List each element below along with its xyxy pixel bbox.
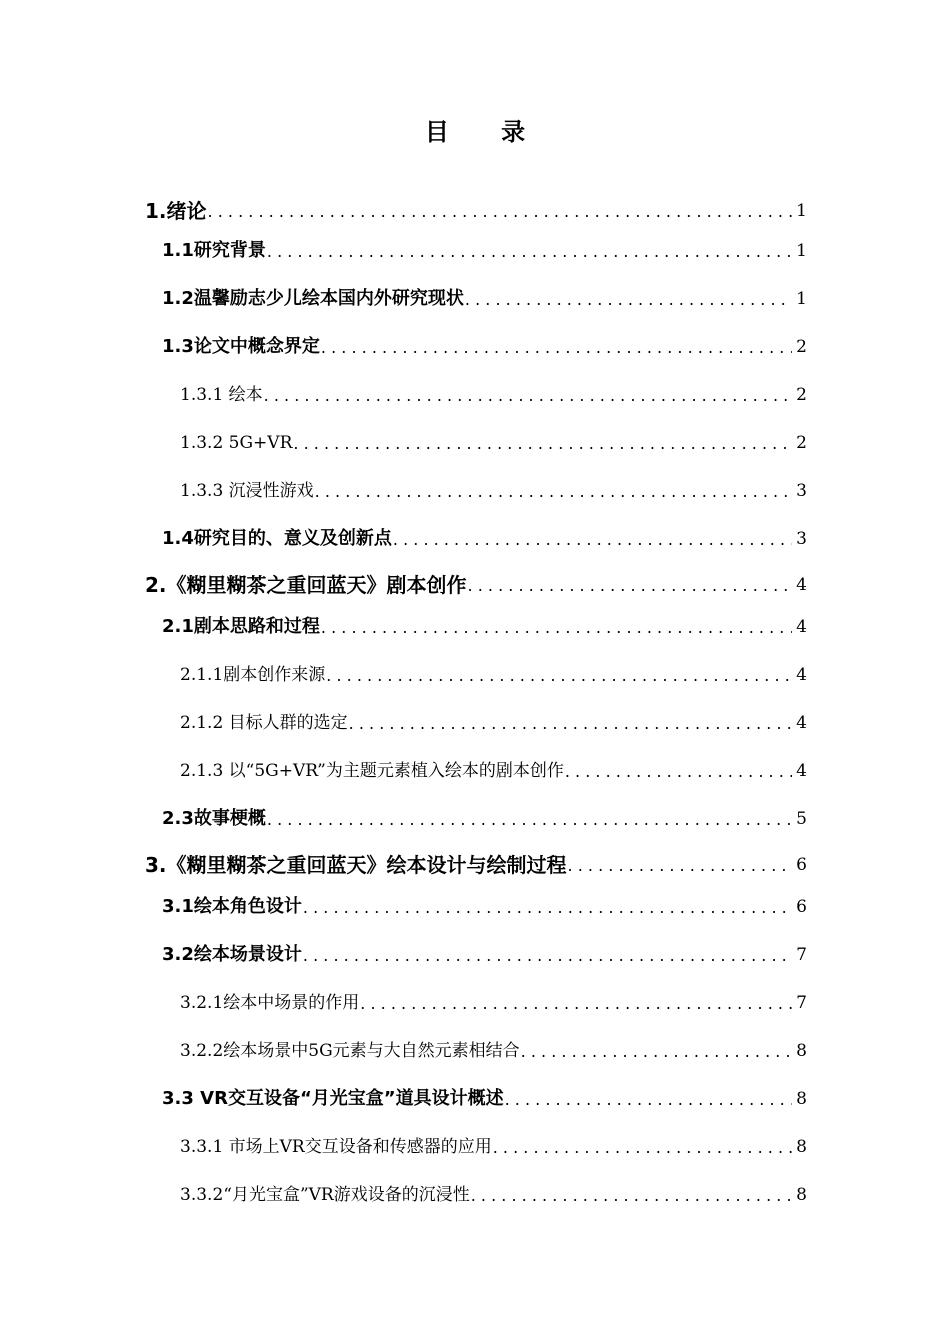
toc-dot-leader xyxy=(321,337,792,359)
toc-dot-leader xyxy=(505,1089,793,1111)
toc-entry-label: 3.1绘本角色设计 xyxy=(162,896,302,917)
toc-entry-label: 3.3.2“月光宝盒”VR游戏设备的沉浸性 xyxy=(180,1185,470,1205)
toc-page-number: 1 xyxy=(796,289,807,309)
toc-dot-leader xyxy=(315,481,793,503)
toc-entry-label: 3.2.2绘本场景中5G元素与大自然元素相结合 xyxy=(180,1041,520,1061)
toc-page-number: 4 xyxy=(796,575,807,595)
toc-dot-leader xyxy=(471,1185,792,1207)
toc-entry-label: 2.1.1剧本创作来源 xyxy=(180,665,326,685)
toc-entry[interactable] xyxy=(180,705,807,735)
toc-entry-label: 2.3故事梗概 xyxy=(162,808,266,829)
toc-entry[interactable] xyxy=(162,329,807,359)
toc-entry[interactable] xyxy=(162,1081,807,1111)
toc-entry-label: 1.3.2 5G+VR xyxy=(180,433,293,453)
toc-entry-label: 2.1剧本思路和过程 xyxy=(162,616,320,637)
toc-dot-leader xyxy=(468,575,793,597)
toc-entry[interactable] xyxy=(180,657,807,687)
toc-dot-leader xyxy=(208,201,793,223)
toc-entry-label: 1.绪论 xyxy=(145,199,207,223)
toc-entry-label: 3.《糊里糊茶之重回蓝天》绘本设计与绘制过程 xyxy=(145,853,567,877)
toc-entry-label: 3.2绘本场景设计 xyxy=(162,944,302,965)
toc-dot-leader xyxy=(360,993,792,1015)
toc-page-number: 8 xyxy=(796,1185,807,1205)
toc-dot-leader xyxy=(393,529,792,551)
toc-dot-leader xyxy=(493,1137,792,1159)
toc-page-number: 1 xyxy=(796,241,807,261)
toc-dot-leader xyxy=(521,1041,793,1063)
toc-page-number: 4 xyxy=(796,713,807,733)
toc-entry[interactable] xyxy=(162,801,807,831)
toc-entry-label: 3.3.1 市场上VR交互设备和传感器的应用 xyxy=(180,1137,492,1157)
toc-dot-leader xyxy=(465,289,792,311)
toc-entry[interactable] xyxy=(162,281,807,311)
toc-entry[interactable] xyxy=(145,193,807,223)
toc-entry[interactable] xyxy=(162,889,807,919)
toc-page-number: 6 xyxy=(796,897,807,917)
toc-dot-leader xyxy=(565,761,792,783)
toc-entry[interactable] xyxy=(162,609,807,639)
toc-entry[interactable] xyxy=(180,985,807,1015)
toc-page-number: 4 xyxy=(796,617,807,637)
toc-dot-leader xyxy=(264,385,793,407)
toc-entry-label: 1.2温馨励志少儿绘本国内外研究现状 xyxy=(162,288,464,309)
toc-entry[interactable] xyxy=(180,1129,807,1159)
toc-page-number: 2 xyxy=(796,385,807,405)
toc-entry-label: 1.3.3 沉浸性游戏 xyxy=(180,481,314,501)
toc-dot-leader xyxy=(568,855,793,877)
toc-page-number: 4 xyxy=(796,761,807,781)
toc-page-number: 5 xyxy=(796,809,807,829)
toc-entry-label: 1.3.1 绘本 xyxy=(180,385,263,405)
toc-page-number: 2 xyxy=(796,433,807,453)
toc-dot-leader xyxy=(293,433,792,455)
toc-dot-leader xyxy=(267,809,792,831)
toc-dot-leader xyxy=(303,945,792,967)
toc-entry[interactable] xyxy=(180,473,807,503)
toc-entry-label: 2.1.2 目标人群的选定 xyxy=(180,713,348,733)
page-title: 目 录 xyxy=(424,118,548,146)
toc-page-number: 3 xyxy=(796,481,807,501)
toc-entry[interactable] xyxy=(180,753,807,783)
toc-entry-label: 3.2.1绘本中场景的作用 xyxy=(180,993,360,1013)
toc-entry-label: 1.3论文中概念界定 xyxy=(162,336,320,357)
toc-page-number: 4 xyxy=(796,665,807,685)
toc-page-number: 8 xyxy=(796,1137,807,1157)
toc-entry-label: 1.4研究目的、意义及创新点 xyxy=(162,528,392,549)
toc-page-number: 7 xyxy=(796,945,807,965)
toc-dot-leader xyxy=(349,713,793,735)
toc-entry[interactable] xyxy=(162,937,807,967)
toc-page-number: 8 xyxy=(796,1089,807,1109)
toc-dot-leader xyxy=(267,241,792,263)
toc-page-number: 3 xyxy=(796,529,807,549)
toc-page-number: 8 xyxy=(796,1041,807,1061)
toc-entry-label: 1.1研究背景 xyxy=(162,240,266,261)
toc-entry[interactable] xyxy=(180,1177,807,1207)
toc-entry[interactable] xyxy=(162,521,807,551)
toc-dot-leader xyxy=(303,897,792,919)
toc-entry-label: 2.《糊里糊茶之重回蓝天》剧本创作 xyxy=(145,573,467,597)
toc-entry[interactable] xyxy=(145,847,807,877)
toc-entry[interactable] xyxy=(162,233,807,263)
toc-entry[interactable] xyxy=(180,425,807,455)
toc-page-number: 7 xyxy=(796,993,807,1013)
toc-page-number: 6 xyxy=(796,855,807,875)
toc-entry[interactable] xyxy=(145,567,807,597)
toc-page-number: 2 xyxy=(796,337,807,357)
toc-entry-label: 3.3 VR交互设备“月光宝盒”道具设计概述 xyxy=(162,1088,504,1109)
toc-entry[interactable] xyxy=(180,377,807,407)
toc-page-number: 1 xyxy=(796,201,807,221)
toc-dot-leader xyxy=(321,617,792,639)
toc-entry[interactable] xyxy=(180,1033,807,1063)
toc-entry-label: 2.1.3 以“5G+VR”为主题元素植入绘本的剧本创作 xyxy=(180,761,564,781)
toc-dot-leader xyxy=(326,665,792,687)
